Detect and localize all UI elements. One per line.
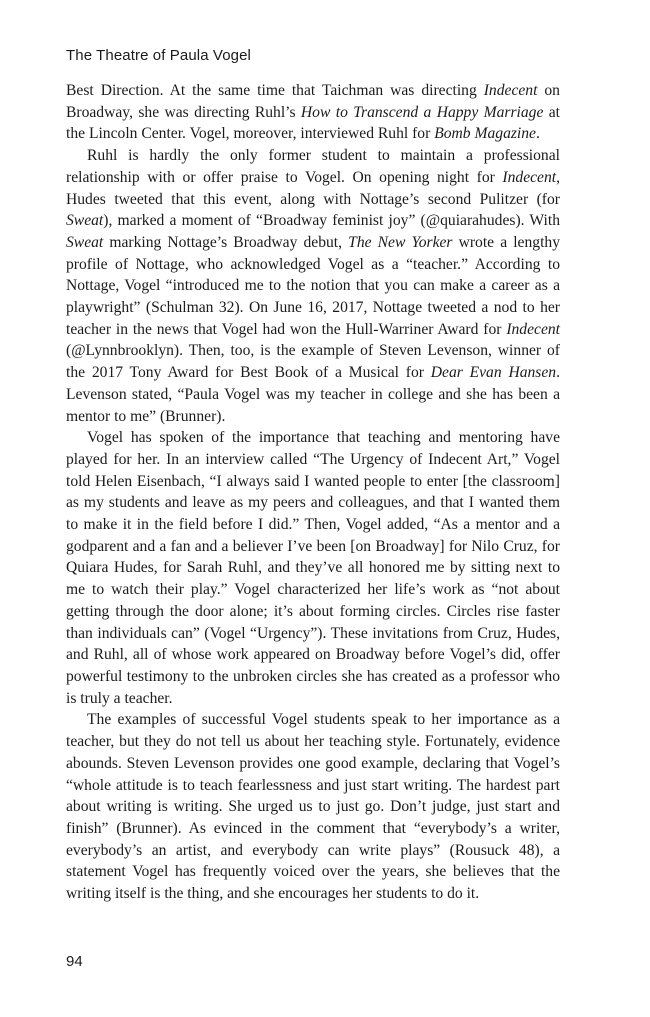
- italic-title-run: How to Transcend a Happy Marriage: [300, 103, 544, 121]
- italic-title-run: Indecent: [483, 82, 538, 99]
- text-run: . Levenson stated, “Paula Vogel was my teacher in college and she has been a mentor to me” (Brunner).: [66, 364, 561, 425]
- body-paragraph: [66, 80, 560, 145]
- body-paragraph: [66, 709, 560, 904]
- text-run: at the Lincoln Center. Vogel, moreover, interviewed Ruhl for: [66, 103, 560, 143]
- italic-title-run: Sweat: [66, 233, 104, 251]
- body-paragraph: [66, 145, 560, 427]
- italic-title-run: Bomb Magazine: [434, 125, 536, 143]
- text-run: Vogel has spoken of the importance that teaching and mentoring have played for her. In an interview called “The Urgency of Indecent Art,” Vogel told Helen Eisenbach, “I always said I wanted people to enter [the classroom] as my students and leave as my peers and colleagues, and that I wanted them to make it in the field before I did.” Then, Vogel added, “As a mentor and a godparent and a fan and a believer I’ve been [on Broadway] for Nilo Cruz, for Quiara Hudes, for Sarah Ruhl, and they’ve all honored me by sitting next to me to watch their play.” Vogel characterized her life’s work as “not about getting through the door alone; it’s about forming circles. Circles rise faster than individuals can” (Vogel “Urgency”). These invitations from Cruz, Hudes, and Ruhl, all of whose work appeared on Broadway before Vogel’s did, offer powerful testimony to the unbroken circles she has created as a professor who is truly a teacher.: [66, 429, 560, 707]
- text-run: .: [535, 125, 540, 143]
- text-run: (@Lynnbrooklyn). Then, too, is the example of Steven Levenson, winner of the 2017 Tony Award for Best Book of a Musical for: [66, 342, 560, 382]
- text-run: wrote a lengthy profile of Nottage, who acknowledged Vogel as a “teacher.” According to Nottage, Vogel “introduced me to the notion that you can make a career as a playwright” (Schulman 32). On June 16, 2017, Nottage tweeted a nod to her teacher in the news that Vogel had won the Hull-Warriner Award for: [66, 233, 560, 338]
- italic-title-run: Sweat: [66, 212, 104, 230]
- text-run: on Broadway, she was directing Ruhl’s: [66, 82, 560, 121]
- text-run: ), marked a moment of “Broadway feminist joy” (@quiarahudes). With: [103, 212, 560, 230]
- text-run: , Hudes tweeted that this event, along with Nottage’s second Pulitzer (for: [66, 168, 560, 208]
- text-run: Best Direction. At the same time that Taichman was directing: [66, 82, 484, 99]
- text-run: The examples of successful Vogel students speak to her importance as a teacher, but they do not tell us about her teaching style. Fortunately, evidence abounds. Steven Levenson provides one good example, declaring that Vogel’s “whole attitude is to teach fearlessness and just start writing. The hardest part about writing is writing. She urged us to just go. Don’t judge, just start and finish” (Brunner). As evinced in the comment that “everybody’s a writer, everybody’s an artist, and everybody can write plays” (Rousuck 48), a statement Vogel has frequently voiced over the years, she believes that the writing itself is the thing, and she encourages her students to do it.: [66, 711, 560, 903]
- italic-title-run: The New Yorker: [348, 233, 453, 251]
- italic-title-run: Indecent: [506, 320, 560, 338]
- page-number: 94: [66, 953, 83, 970]
- running-head: The Theatre of Paula Vogel: [66, 47, 251, 64]
- text-run: Ruhl is hardly the only former student to maintain a professional relationship with or offer praise to Vogel. On opening night for: [66, 147, 560, 186]
- body-text: [66, 80, 560, 905]
- italic-title-run: Dear Evan Hansen: [430, 364, 557, 382]
- text-run: marking Nottage’s Broadway debut,: [103, 233, 349, 251]
- italic-title-run: Indecent: [502, 168, 557, 186]
- body-paragraph: [66, 427, 560, 709]
